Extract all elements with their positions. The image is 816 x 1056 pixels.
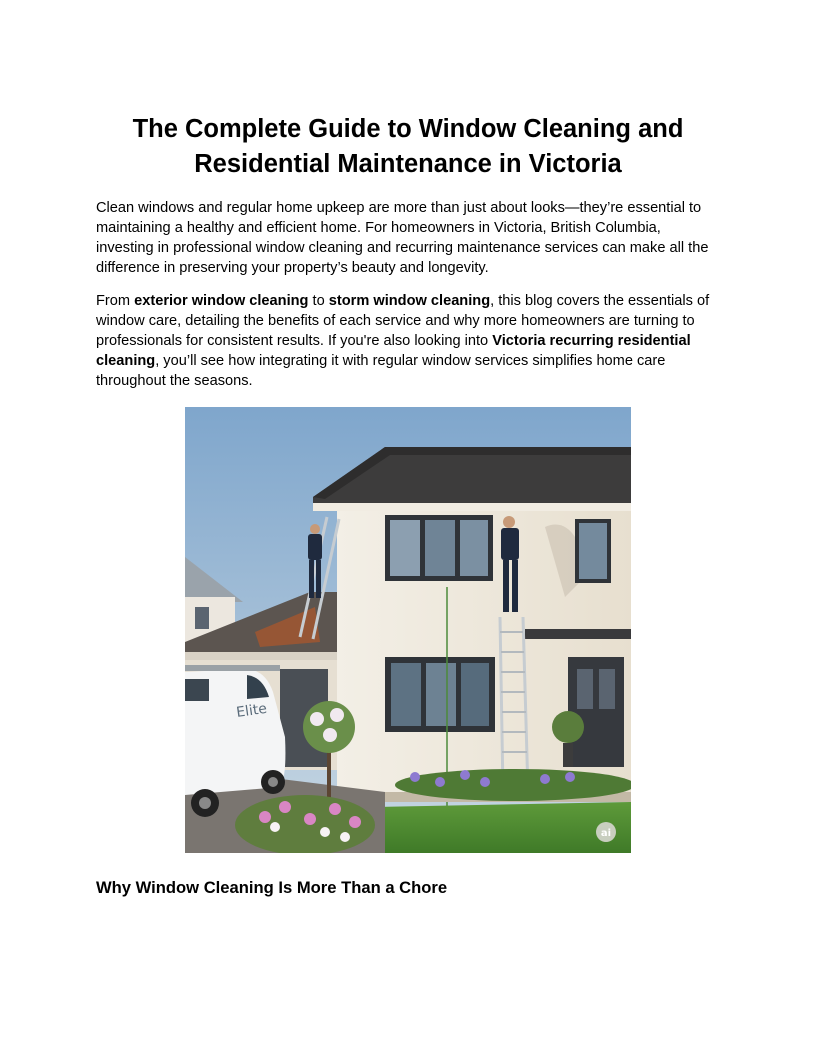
services-paragraph bbox=[96, 291, 720, 391]
ai-badge-label: ai bbox=[600, 828, 612, 839]
paragraph-text-3: , this blog covers the essentials of window care, detailing the benefits of each service and why more homeowners are turning to professionals for consistent results. If you're also looking into bbox=[96, 293, 710, 349]
section-heading: Why Window Cleaning Is More Than a Chore bbox=[96, 878, 448, 897]
intro-paragraph: Clean windows and regular home upkeep are more than just about looks—they’re essential to maintaining a healthy and efficient home. For homeowners in Victoria, British Columbia, investing in professional window cleaning and recurring maintenance services can make all the difference in preserving your property’s beauty and longevity. bbox=[96, 200, 709, 276]
paragraph-text-1: From bbox=[96, 293, 135, 309]
house-window-cleaning-photo bbox=[185, 407, 631, 853]
link-recurring-residential-cleaning: Victoria recurring residential cleaning bbox=[96, 333, 691, 369]
paragraph-text-2: to bbox=[308, 293, 329, 309]
link-exterior-window-cleaning: exterior window cleaning bbox=[134, 293, 309, 309]
document-title: The Complete Guide to Window Cleaning and Residential Maintenance in Victoria bbox=[132, 115, 684, 178]
link-storm-window-cleaning: storm window cleaning bbox=[328, 293, 491, 309]
van-lettering: Elite bbox=[235, 700, 268, 721]
paragraph-text-4: , you’ll see how integrating it with regular window services simplifies home care throughout the seasons. bbox=[96, 353, 666, 389]
